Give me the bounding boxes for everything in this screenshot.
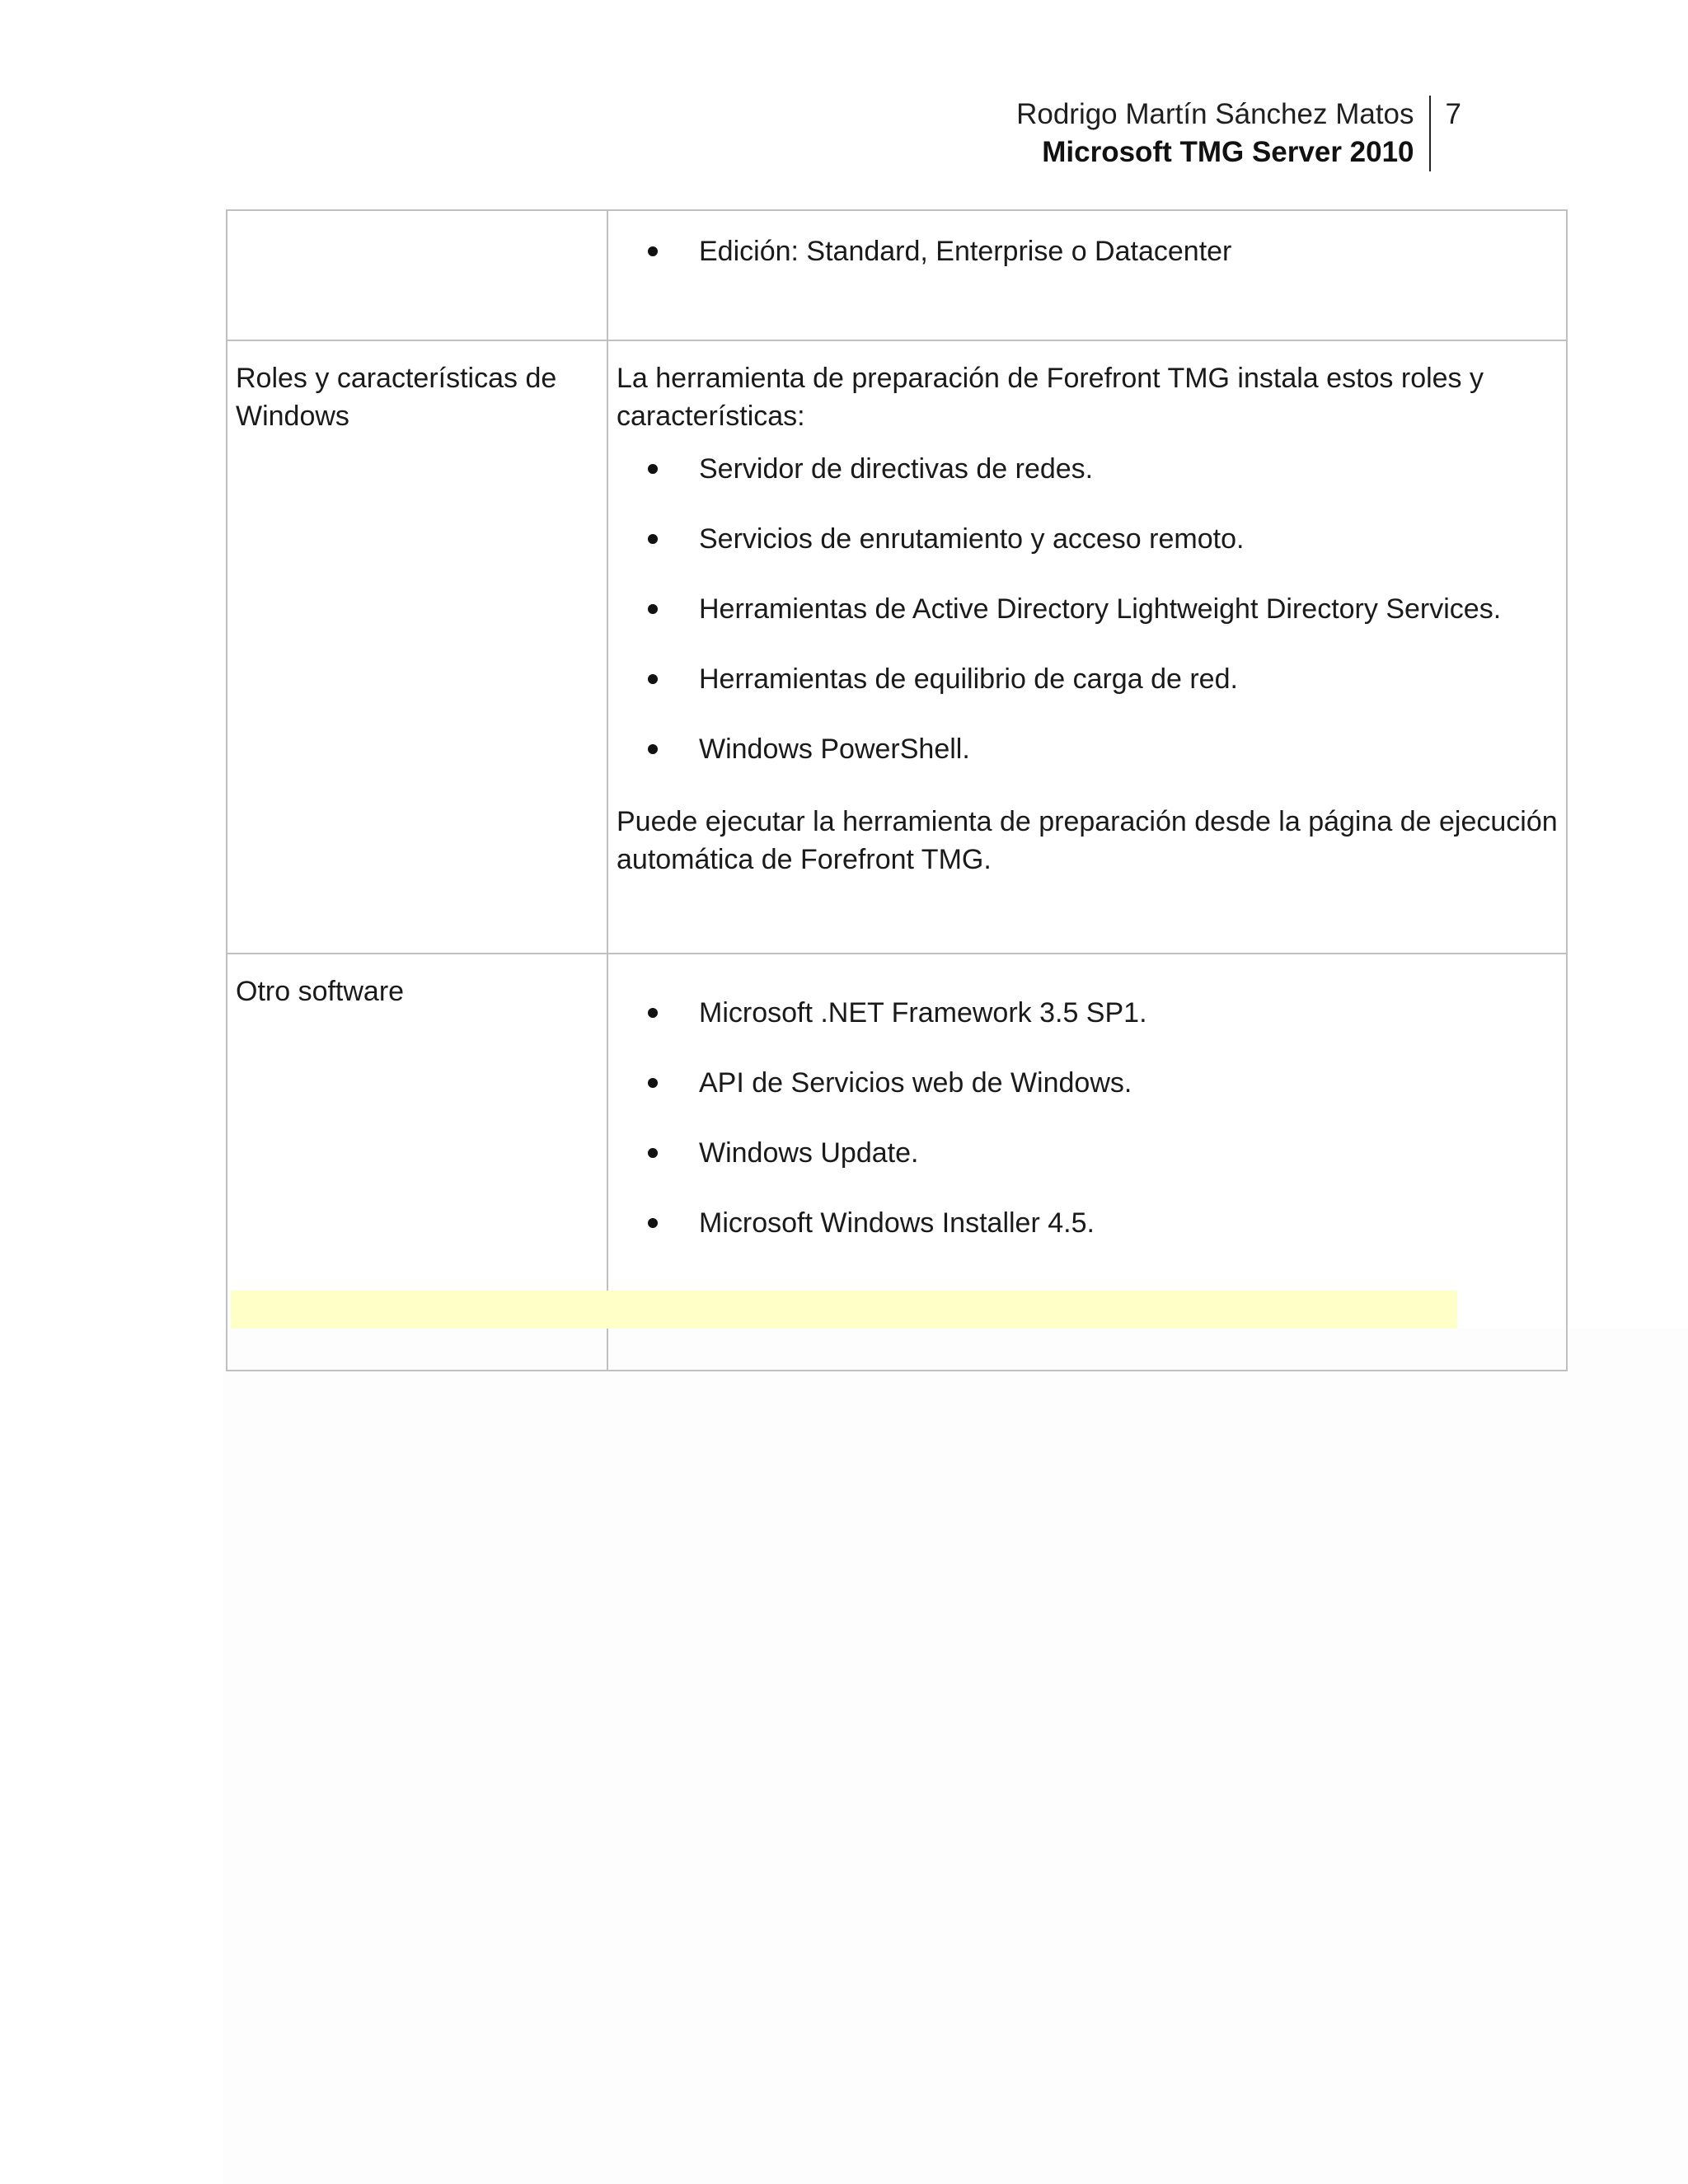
bullet-icon (648, 1008, 658, 1018)
list-item (617, 590, 1558, 628)
highlight-band (231, 1291, 1457, 1329)
row-intro-text: La herramienta de preparación de Forefront TMG instala estos roles y características: (617, 363, 1484, 432)
header-author: Rodrigo Martín Sánchez Matos (1016, 98, 1414, 130)
list-item-text: Herramientas de Active Directory Lightweight Directory Services. (699, 593, 1502, 625)
bullet-icon (648, 246, 658, 256)
list-item (617, 660, 1558, 698)
bullet-list (617, 450, 1558, 768)
list-item (617, 1204, 1558, 1242)
bullet-icon (648, 464, 658, 474)
list-item (617, 994, 1558, 1032)
bullet-icon (648, 534, 658, 544)
page-header (1016, 96, 1461, 173)
table-row (227, 210, 1567, 340)
row-label-cell (227, 210, 607, 340)
row-outro-text: Puede ejecutar la herramienta de preparación desde la página de ejecución automática de Forefront TMG. (617, 806, 1558, 875)
list-item-text: Microsoft Windows Installer 4.5. (699, 1207, 1095, 1239)
list-item (617, 730, 1558, 768)
list-item-text: Windows Update. (699, 1137, 919, 1169)
bullet-icon (648, 744, 658, 754)
list-item-text: Microsoft .NET Framework 3.5 SP1. (699, 997, 1147, 1029)
bullet-icon (648, 604, 658, 614)
row-content-cell (607, 340, 1567, 954)
row-content-cell (607, 210, 1567, 340)
list-item-text: Windows PowerShell. (699, 733, 970, 765)
list-item (617, 232, 1558, 270)
list-item-text: Edición: Standard, Enterprise o Datacenter (699, 236, 1232, 267)
bullet-icon (648, 1148, 658, 1158)
list-item (617, 1064, 1558, 1102)
page-number: 7 (1445, 98, 1461, 130)
bullet-list (617, 232, 1558, 270)
page-background-shade (223, 1329, 1688, 2184)
list-item-text: Herramientas de equilibrio de carga de red. (699, 663, 1238, 695)
requirements-table (226, 209, 1568, 1371)
bullet-icon (648, 1078, 658, 1088)
list-item-text: Servicios de enrutamiento y acceso remoto. (699, 523, 1245, 555)
row-label-cell: Roles y características de Windows (227, 340, 607, 954)
list-item-text: Servidor de directivas de redes. (699, 453, 1094, 485)
table-row (227, 340, 1567, 954)
list-item (617, 520, 1558, 558)
row-label-cell: Otro software (227, 954, 607, 1371)
header-text-block (1016, 96, 1430, 171)
list-item (617, 450, 1558, 488)
list-item-text: API de Servicios web de Windows. (699, 1067, 1132, 1099)
bullet-icon (648, 674, 658, 684)
bullet-list (617, 994, 1558, 1242)
header-title: Microsoft TMG Server 2010 (1042, 136, 1414, 168)
list-item (617, 1134, 1558, 1172)
bullet-icon (648, 1218, 658, 1228)
